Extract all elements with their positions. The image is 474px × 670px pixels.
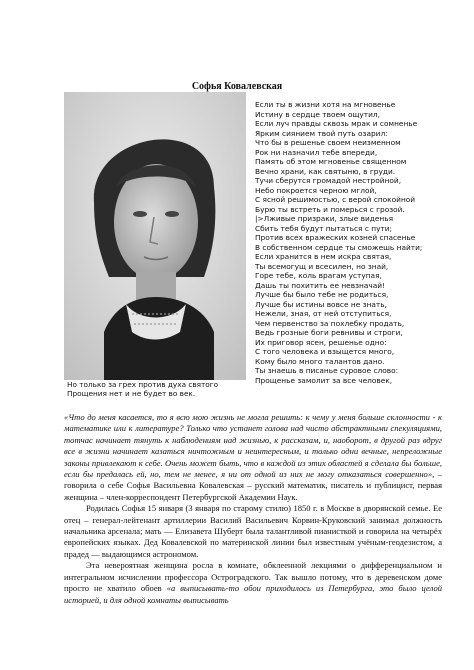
poem-line: Лучше бы истины вовсе не знать, (255, 299, 387, 309)
photo-caption (67, 380, 257, 398)
poem-line: Сбить тебя будут пытаться с пути; (255, 223, 393, 233)
quote-text: «Что до меня касается, то я всю мою жизнь не могла решить: к чему у меня больше склонности - к математике или к литературе? Только что устанет голова над чисто абстрактными спекуляциями, тотчас начинает тянуть к наблюдениям над жизнью, к рассказам, и, наоборот, в другой раз вдруг все в жизни начинает казаться ничтожным и неинтересным, и только одни вечные, непреложные законы привлекают к себе. Очень может быть, что в каждой из этих областей я сделала бы больше, если бы предалась ей, но, тем не менее, я ни от одной из них не могу отказаться совершенно», (64, 412, 442, 480)
poem-line: Истину в сердце твоем ощутил, (255, 109, 380, 119)
poem-line: Рок ни назначил тебе впереди, (255, 147, 378, 157)
poem-line: Дашь ты похитить ее невзначай! (255, 280, 386, 290)
poem-line: Нежели, зная, от ней отступиться, (255, 309, 392, 319)
poem-line: |>Лживые призраки, злые виденья (255, 214, 394, 224)
portrait-icon (64, 92, 246, 380)
poem-line: Тучи сберутся громадой нестройной, (255, 176, 402, 186)
poem-line: В собственном сердце ты сможешь найти; (255, 242, 423, 252)
paragraph: Родилась Софья 15 января (3 января по старому стилю) 1850 г. в Москве в дворянской семье. Ее отец – генерал-лейтенант артиллерии Василий Васильевич Корвин-Круковский занимал должность начальника арсенала; мать — Елизавета Шуберт была талантливой пианисткой и говорила на четырёх европейских языках. Дед Ковалевской по материнской линии был известным учёным-геодезистом, а прадед — выдающимся астрономом. (64, 503, 442, 559)
caption-line: Но только за грех против духа святого (67, 380, 219, 389)
poem-line: Прощенье замолит за все человек, (255, 375, 393, 385)
poem-line: Их приговор ясен, решенье одно: (255, 337, 387, 347)
poem-line: Если хранится в нем искра святая, (255, 252, 392, 262)
poem-line: Ты знаешь в писанье суровое слово: (255, 366, 399, 376)
poem-line: Горе тебе, коль врагам уступая, (255, 271, 382, 281)
poem-line: Что бы в решенье своем неизменном (255, 138, 401, 148)
poem-line: Ведь грозные боги ревнивы и строги, (255, 328, 403, 338)
poem-line: Ярким сиянием твой путь озарил: (255, 128, 388, 138)
poem-line: С того человека и взыщется много, (255, 347, 395, 357)
poem-line: Если ты в жизни хотя на мгновенье (255, 100, 396, 109)
poem-line: Ты всемогущ и всесилен, но знай, (255, 261, 389, 271)
page-title: Софья Ковалевская (191, 81, 283, 92)
article-body (64, 412, 442, 606)
paragraph (64, 560, 442, 606)
poem-line: Против всех вражеских козней спасенье (255, 233, 416, 243)
paragraph-text: – говорила о себе Софья Васильевна Ковалевская – русский математик, писатель и публицист, первая женщина – член-корреспондент Петербургской Академии Наук. (64, 469, 442, 502)
poem-line: Если луч правды сквозь мрак и сомненье (255, 119, 418, 129)
poem-line: Бурю ты встреть и померься с грозой. (255, 204, 405, 214)
poem-line: С ясной решимостью, с верой спокойной (255, 195, 416, 205)
paragraph (64, 412, 442, 503)
portrait-photo (64, 92, 246, 380)
poem-line: Вечно храни, как святыню, в груди. (255, 166, 396, 176)
poem-line: Кому было много талантов дано. (255, 356, 385, 366)
poem-line: Лучше бы было тебе не родиться, (255, 290, 389, 300)
paragraph-text: Эта невероятная женщина росла в комнате, обклеенной лекциями о дифференциальном и интегральном исчислении профессора Остроградского. Так вышло потому, что в деревенском доме просто не хватило обоев (64, 560, 442, 594)
caption-line: Прощения нет и не будет во век. (67, 389, 196, 399)
poem-line: Память об этом мгновенье священном (255, 157, 407, 167)
poem-line: Небо покроется черною мглой, (255, 185, 377, 195)
quote-text: «а выписывать-то обои приходилось из Петербурга, это было целой историей, и для одной комнаты выписывать (64, 583, 442, 605)
poem (255, 100, 455, 385)
poem-line: Чем первенство за похлебку продать, (255, 318, 405, 328)
